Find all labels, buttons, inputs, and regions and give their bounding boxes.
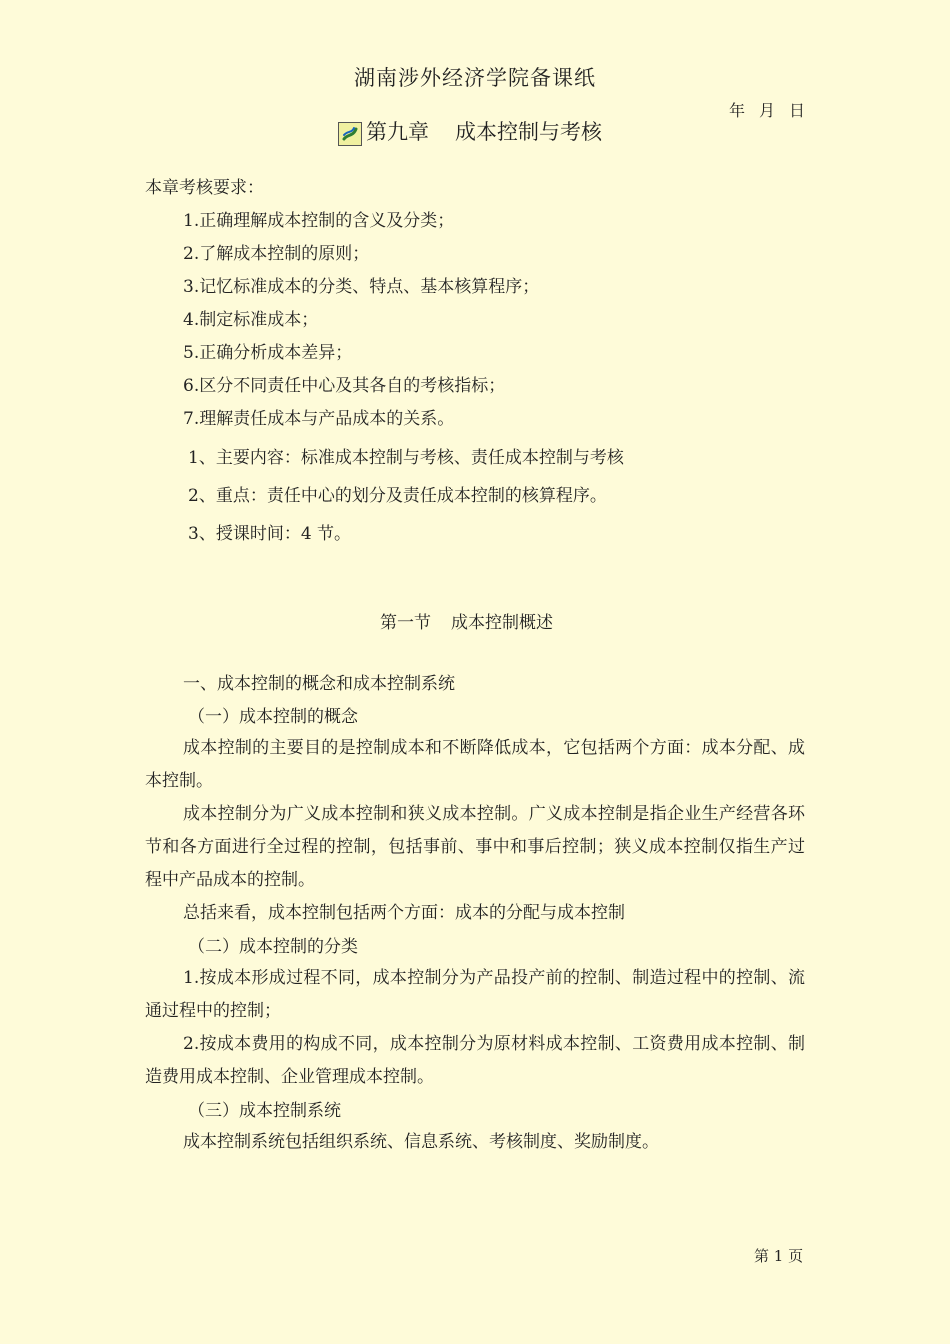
chapter-name: 成本控制与考核 [455, 120, 602, 144]
requirement-item: 2.了解成本控制的原则； [183, 244, 370, 264]
requirements-heading: 本章考核要求： [145, 178, 264, 198]
requirement-item: 5.正确分析成本差异； [183, 343, 353, 363]
paragraph: 1.按成本形成过程不同，成本控制分为产品投产前的控制、制造过程中的控制、流通过程中的控制； [145, 968, 805, 1021]
date-year: 年 [729, 101, 746, 120]
requirement-item: 7.理解责任成本与产品成本的关系。 [183, 409, 455, 429]
paragraph: 2.按成本费用的构成不同，成本控制分为原材料成本控制、工资费用成本控制、制造费用成本控制、企业管理成本控制。 [145, 1034, 805, 1087]
requirement-item: 4.制定标准成本； [183, 310, 319, 330]
requirement-item: 3.记忆标准成本的分类、特点、基本核算程序； [183, 277, 540, 297]
subsection-title: （三）成本控制系统 [188, 1101, 341, 1121]
section-title [380, 608, 553, 633]
overview-item: 2、重点：责任中心的划分及责任成本控制的核算程序。 [188, 486, 607, 506]
paragraph: 成本控制分为广义成本控制和狭义成本控制。广义成本控制是指企业生产经营各环节和各方面进行全过程的控制，包括事前、事中和事后控制；狭义成本控制仅指生产过程中产品成本的控制。 [145, 804, 805, 890]
page-number: 第 1 页 [754, 1247, 804, 1265]
paragraph: 总括来看，成本控制包括两个方面：成本的分配与成本控制 [183, 903, 625, 923]
overview-item: 1、主要内容：标准成本控制与考核、责任成本控制与考核 [188, 448, 624, 468]
subsection-title: （二）成本控制的分类 [188, 937, 358, 957]
requirement-item: 6.区分不同责任中心及其各自的考核指标； [183, 376, 506, 396]
section-number: 第一节 [380, 613, 431, 633]
document-icon[interactable] [338, 122, 362, 146]
overview-item: 3、授课时间：4 节。 [188, 524, 352, 544]
section-name: 成本控制概述 [451, 613, 553, 633]
chapter-number: 第九章 [366, 120, 429, 144]
paragraph: 成本控制的主要目的是控制成本和不断降低成本，它包括两个方面：成本分配、成本控制。 [145, 738, 805, 791]
requirement-item: 1.正确理解成本控制的含义及分类； [183, 211, 455, 231]
heading-level-1: 一、成本控制的概念和成本控制系统 [183, 674, 455, 694]
subsection-title: （一）成本控制的概念 [188, 707, 358, 727]
date-month: 月 [759, 101, 776, 120]
chapter-title [338, 116, 602, 146]
date-day: 日 [789, 101, 806, 120]
date-line [729, 98, 819, 121]
paragraph: 成本控制系统包括组织系统、信息系统、考核制度、奖励制度。 [183, 1132, 659, 1152]
school-title: 湖南涉外经济学院备课纸 [354, 66, 596, 90]
